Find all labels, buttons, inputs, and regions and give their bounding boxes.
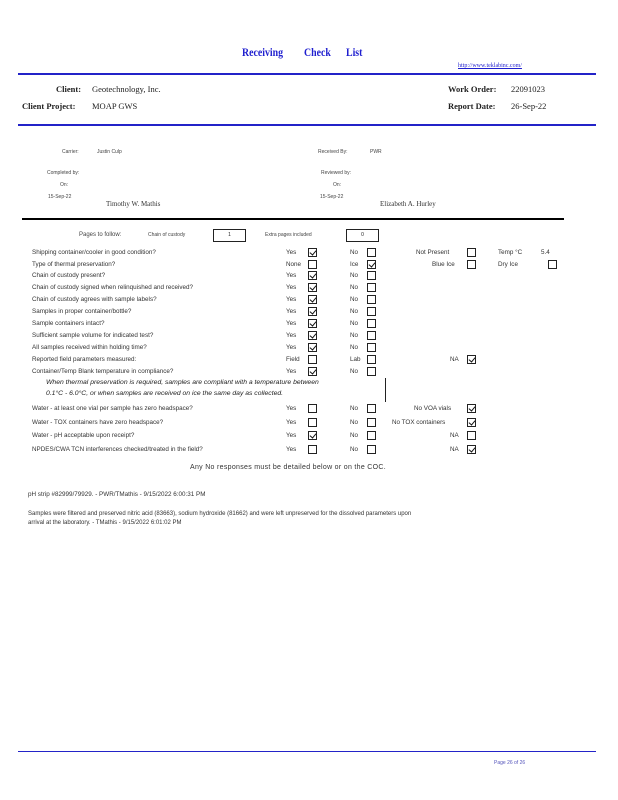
checklist-label: Container/Temp Blank temperature in compliance? bbox=[32, 368, 174, 375]
checklist-label: Chain of custody signed when relinquished and received? bbox=[32, 284, 194, 291]
received-by-label: Received By: bbox=[318, 149, 348, 155]
chain-custody-count[interactable]: 1 bbox=[213, 229, 246, 242]
report-date-label: Report Date: bbox=[448, 101, 496, 111]
project-value: MOAP GWS bbox=[92, 101, 138, 111]
option-b-label: No bbox=[350, 432, 359, 439]
option-a-checkbox[interactable] bbox=[308, 271, 317, 280]
option-b-checkbox[interactable] bbox=[367, 295, 376, 304]
title-word-list: List bbox=[346, 45, 363, 59]
checklist-label: Reported field parameters measured: bbox=[32, 356, 137, 363]
option-b-checkbox[interactable] bbox=[367, 307, 376, 316]
option-b-checkbox[interactable] bbox=[367, 404, 376, 413]
option-a-label: Yes bbox=[286, 249, 297, 256]
checklist-label: Sufficient sample volume for indicated test? bbox=[32, 332, 154, 339]
checklist-label: NPDES/CWA TCN interferences checked/treated in the field? bbox=[32, 446, 203, 453]
thermal-note-line1: When thermal preservation is required, samples are compliant with a temperature between bbox=[46, 379, 319, 386]
option-a-checkbox[interactable] bbox=[308, 404, 317, 413]
checklist-label: Chain of custody agrees with sample labels? bbox=[32, 296, 157, 303]
reviewed-on-value: 15-Sep-22 bbox=[320, 194, 344, 200]
receipt-rule bbox=[22, 218, 564, 220]
any-no-note: Any No responses must be detailed below or on the COC. bbox=[190, 464, 386, 471]
option-d-label: Dry Ice bbox=[498, 261, 518, 268]
thermal-note-line2: 0.1°C - 6.0°C, or when samples are received on ice the same day as collected. bbox=[46, 390, 284, 397]
option-b-checkbox[interactable] bbox=[367, 343, 376, 352]
option-c-checkbox[interactable] bbox=[467, 248, 476, 257]
completed-on-value: 15-Sep-22 bbox=[48, 194, 72, 200]
option-a-label: Yes bbox=[286, 332, 297, 339]
checklist-label: Shipping container/cooler in good condition? bbox=[32, 249, 156, 256]
client-label: Client: bbox=[56, 84, 82, 94]
website-link[interactable]: http://www.teklabinc.com/ bbox=[458, 63, 522, 69]
option-d-checkbox[interactable] bbox=[548, 260, 557, 269]
option-c-label: Blue Ice bbox=[432, 261, 455, 268]
option-c-checkbox[interactable] bbox=[467, 418, 476, 427]
option-b-checkbox[interactable] bbox=[367, 260, 376, 269]
checklist-label: Water - at least one vial per sample has zero headspace? bbox=[32, 405, 193, 412]
comment-filtered-line1: Samples were filtered and preserved nitric acid (83663), sodium hydroxide (81662) and were left unpreserved for the dissolved parameters upon bbox=[28, 511, 412, 517]
option-b-checkbox[interactable] bbox=[367, 331, 376, 340]
option-b-label: No bbox=[350, 368, 359, 375]
client-value: Geotechnology, Inc. bbox=[92, 84, 161, 94]
option-b-checkbox[interactable] bbox=[367, 431, 376, 440]
option-a-label: Yes bbox=[286, 419, 297, 426]
extra-pages-label: Extra pages included bbox=[265, 232, 312, 238]
checklist-label: Sample containers intact? bbox=[32, 320, 105, 327]
checklist-label: Water - TOX containers have zero headspace? bbox=[32, 419, 164, 426]
option-c-label: No TOX containers bbox=[392, 419, 446, 426]
option-a-label: Yes bbox=[286, 405, 297, 412]
project-label: Client Project: bbox=[22, 101, 76, 111]
option-b-checkbox[interactable] bbox=[367, 445, 376, 454]
footer-rule bbox=[18, 751, 596, 752]
completed-by-label: Completed by: bbox=[47, 170, 80, 176]
option-b-checkbox[interactable] bbox=[367, 248, 376, 257]
top-rule bbox=[18, 73, 596, 75]
checklist-label: Chain of custody present? bbox=[32, 272, 106, 279]
option-a-label: Yes bbox=[286, 368, 297, 375]
option-b-label: No bbox=[350, 405, 359, 412]
option-c-label: Not Present bbox=[416, 249, 450, 256]
option-c-checkbox[interactable] bbox=[467, 260, 476, 269]
option-c-label: No VOA vials bbox=[414, 405, 452, 412]
checklist-label: Type of thermal preservation? bbox=[32, 261, 116, 268]
option-a-checkbox[interactable] bbox=[308, 307, 317, 316]
checklist-label: All samples received within holding time? bbox=[32, 344, 147, 351]
option-b-checkbox[interactable] bbox=[367, 367, 376, 376]
option-a-label: Yes bbox=[286, 344, 297, 351]
completed-name: Timothy W. Mathis bbox=[106, 200, 161, 208]
option-a-checkbox[interactable] bbox=[308, 343, 317, 352]
option-b-label: No bbox=[350, 419, 359, 426]
option-c-checkbox[interactable] bbox=[467, 445, 476, 454]
option-b-label: No bbox=[350, 308, 359, 315]
option-a-checkbox[interactable] bbox=[308, 319, 317, 328]
option-a-label: Yes bbox=[286, 284, 297, 291]
temp-value: 5.4 bbox=[541, 249, 550, 256]
option-a-label: Yes bbox=[286, 432, 297, 439]
option-a-checkbox[interactable] bbox=[308, 431, 317, 440]
title-word-check: Check bbox=[304, 45, 331, 59]
report-date-value: 26-Sep-22 bbox=[511, 101, 547, 111]
option-d-label: Temp °C bbox=[498, 249, 523, 256]
option-a-checkbox[interactable] bbox=[308, 355, 317, 364]
option-c-label: NA bbox=[450, 356, 459, 363]
option-b-label: No bbox=[350, 249, 359, 256]
option-a-checkbox[interactable] bbox=[308, 260, 317, 269]
extra-pages-count[interactable]: 0 bbox=[346, 229, 379, 242]
option-b-checkbox[interactable] bbox=[367, 271, 376, 280]
option-a-checkbox[interactable] bbox=[308, 445, 317, 454]
completed-on-label: On: bbox=[60, 182, 69, 188]
option-a-label: Yes bbox=[286, 296, 297, 303]
option-a-label: None bbox=[286, 261, 302, 268]
option-c-label: NA bbox=[450, 446, 459, 453]
option-c-checkbox[interactable] bbox=[467, 404, 476, 413]
option-a-label: Yes bbox=[286, 308, 297, 315]
option-a-label: Field bbox=[286, 356, 300, 363]
chain-custody-label: Chain of custody bbox=[148, 232, 186, 238]
option-b-label: No bbox=[350, 446, 359, 453]
comment-filtered-line2: arrival at the laboratory. - TMathis - 9/15/2022 6:01:02 PM bbox=[28, 520, 182, 526]
received-by-value: PWR bbox=[370, 149, 382, 155]
option-b-label: No bbox=[350, 284, 359, 291]
reviewed-on-label: On: bbox=[333, 182, 342, 188]
option-a-checkbox[interactable] bbox=[308, 295, 317, 304]
comment-ph-strip: pH strip #82999/79929. - PWR/TMathis - 9/15/2022 6:00:31 PM bbox=[28, 491, 206, 498]
option-a-checkbox[interactable] bbox=[308, 283, 317, 292]
option-a-label: Yes bbox=[286, 446, 297, 453]
option-b-label: No bbox=[350, 332, 359, 339]
option-b-label: Lab bbox=[350, 356, 361, 363]
info-rule bbox=[18, 124, 596, 126]
option-b-checkbox[interactable] bbox=[367, 319, 376, 328]
work-order-value: 22091023 bbox=[511, 84, 545, 94]
option-a-label: Yes bbox=[286, 272, 297, 279]
option-b-checkbox[interactable] bbox=[367, 283, 376, 292]
checklist-label: Samples in proper container/bottle? bbox=[32, 308, 132, 315]
option-c-label: NA bbox=[450, 432, 459, 439]
checklist-label: Water - pH acceptable upon receipt? bbox=[32, 432, 135, 439]
option-b-label: No bbox=[350, 320, 359, 327]
reviewed-by-label: Reviewed by: bbox=[321, 170, 352, 176]
option-b-label: Ice bbox=[350, 261, 359, 268]
option-a-checkbox[interactable] bbox=[308, 418, 317, 427]
carrier-label: Carrier: bbox=[62, 149, 79, 155]
option-a-label: Yes bbox=[286, 320, 297, 327]
option-c-checkbox[interactable] bbox=[467, 431, 476, 440]
title-word-receiving: Receiving bbox=[242, 45, 283, 59]
thermal-note-bar bbox=[385, 378, 386, 402]
option-b-label: No bbox=[350, 272, 359, 279]
pages-fax-label: Pages to follow: bbox=[79, 232, 122, 238]
option-b-label: No bbox=[350, 296, 359, 303]
reviewed-name: Elizabeth A. Hurley bbox=[380, 200, 436, 208]
option-b-checkbox[interactable] bbox=[367, 418, 376, 427]
option-c-checkbox[interactable] bbox=[467, 355, 476, 364]
option-b-checkbox[interactable] bbox=[367, 355, 376, 364]
page-number: Page 26 of 26 bbox=[494, 760, 526, 766]
carrier-value: Justin Culp bbox=[97, 149, 122, 155]
work-order-label: Work Order: bbox=[448, 84, 497, 94]
option-a-checkbox[interactable] bbox=[308, 248, 317, 257]
option-a-checkbox[interactable] bbox=[308, 367, 317, 376]
option-a-checkbox[interactable] bbox=[308, 331, 317, 340]
option-b-label: No bbox=[350, 344, 359, 351]
